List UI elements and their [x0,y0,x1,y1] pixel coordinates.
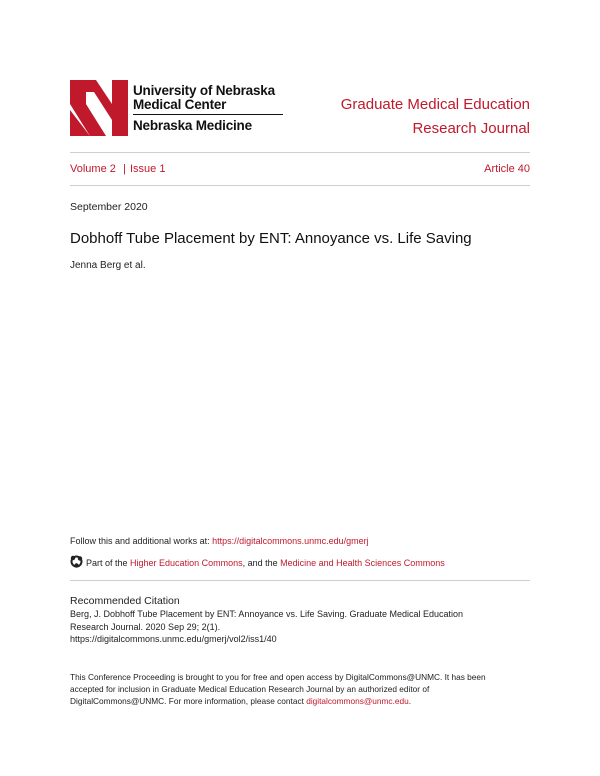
authors: Jenna Berg et al. [70,260,146,271]
citation-rule [70,580,530,581]
access-line-1: This Conference Proceeding is brought to you for free and open access by DigitalCommons@UNMC. It has been [70,672,486,682]
logo-line-2: Medical Center [133,97,227,112]
logo-line-3: Nebraska Medicine [133,118,252,133]
article-link[interactable]: Article 40 [484,163,530,175]
access-line-2: accepted for inclusion in Graduate Medical Education Research Journal by an authorized editor of [70,684,430,694]
follow-line [70,535,369,548]
part-of-middle: , and the [242,558,281,568]
citation-body [70,608,540,646]
logo-divider [133,114,283,115]
journal-name-line-1[interactable]: Graduate Medical Education [340,96,530,113]
follow-prefix: Follow this and additional works at: [70,536,213,546]
journal-name-line-2[interactable]: Research Journal [412,120,530,137]
article-title: Dobhoff Tube Placement by ENT: Annoyance vs. Life Saving [70,230,472,247]
follow-url-link[interactable]: https://digitalcommons.unmc.edu/gmerj [212,536,369,546]
part-of-line [70,555,445,570]
higher-education-commons-link[interactable]: Higher Education Commons [130,558,243,568]
commons-network-icon [70,555,83,568]
access-line-3-prefix: DigitalCommons@UNMC. For more information, please contact [70,696,307,706]
citation-line-1: Berg, J. Dobhoff Tube Placement by ENT: Annoyance vs. Life Saving. Graduate Medical Education [70,609,464,619]
citation-line-3: https://digitalcommons.unmc.edu/gmerj/vol2/iss1/40 [70,634,277,644]
unmc-logo [70,80,285,138]
issue-separator: | [123,163,126,175]
issue-link[interactable]: Issue 1 [130,163,166,175]
volume-link[interactable]: Volume 2 [70,163,116,175]
publication-date: September 2020 [70,201,148,213]
logo-line-1: University of Nebraska [133,83,275,98]
issue-bar [70,163,530,179]
issue-rule [70,185,530,186]
citation-line-2: Research Journal. 2020 Sep 29; 2(1). [70,621,221,632]
citation-heading: Recommended Citation [70,595,180,607]
header-rule [70,152,530,153]
access-statement [70,671,540,707]
part-of-prefix: Part of the [86,558,131,568]
medicine-health-sciences-commons-link[interactable]: Medicine and Health Sciences Commons [280,558,445,568]
access-line-3-suffix: . [408,696,412,706]
access-line-3 [70,695,540,707]
contact-email-link[interactable]: digitalcommons@unmc.edu [306,696,409,706]
unmc-logo-mark [70,80,128,136]
